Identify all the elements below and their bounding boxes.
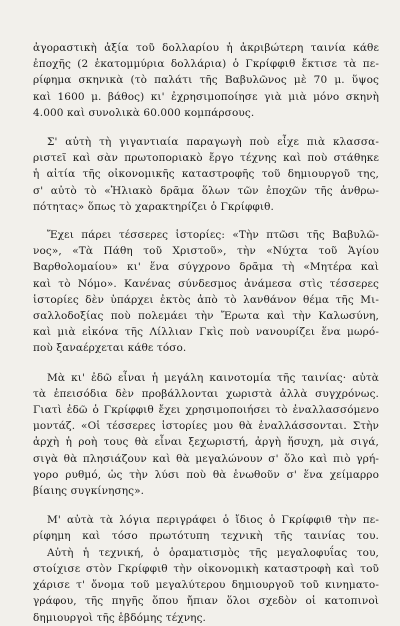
text-line: καὶ τὸ Νόμο». Κανένας σύνδεσμος ἀνάμεσα στὶς τέσσερες bbox=[33, 277, 379, 290]
text-line: τὰ ἐπεισόδια δὲν προβάλλονται χωριστὰ ἀλλὰ συγχρόνως. bbox=[33, 387, 379, 400]
text-line: σιγὰ θὰ πλησιάζουν καὶ θὰ μεγαλώνουν σ' ὅλο καὶ πιὸ γρή- bbox=[33, 452, 379, 465]
paragraph-1 bbox=[33, 40, 379, 121]
text-line: Μ' αὐτὰ τὰ λόγια περιγράφει ὁ ἴδιος ὁ Γκρίφφιθ τὴν πε- bbox=[47, 514, 379, 527]
text-line: Σ' αὐτὴ τὴ γιγαντιαία παραγωγὴ ποὺ εἶχε πιὰ κλασσα- bbox=[47, 136, 379, 149]
text-line: Γιατὶ ἐδῶ ὁ Γκρίφφιθ ἔχει χρησιμοποιήσει τὸ ἐναλλασσόμενο bbox=[33, 404, 379, 417]
text-line: καὶ μιὰ εἰκόνα τῆς Λίλλιαν Γκὶς ποὺ νανουρίζει ἕνα μωρό- bbox=[33, 326, 379, 339]
text-line: ἱστορίες δὲν ὑπάρχει ἐκτὸς ἀπὸ τὸ λανθάνον θέμα τῆς Μι- bbox=[33, 293, 379, 306]
text-line: Βαρθολομαίου» κι' ἕνα σύγχρονο δρᾶμα τὴ «Μητέρα καὶ bbox=[33, 261, 379, 274]
text-line: 4.000 καὶ συνολικὰ 60.000 κομπάρσους. bbox=[33, 106, 255, 119]
text-line: μοντάζ. «Οἱ τέσσερες ἱστορίες μου θὰ ἐναλλάσσονται. Στὴν bbox=[33, 420, 379, 433]
text-line: γράφου, τῆς πηγῆς ὅπου ἤπιαν ὅλοι σχεδὸν οἱ κατοπινοὶ bbox=[33, 595, 379, 608]
text-line: ποὺ ξαναέρχεται κάθε τόσο. bbox=[33, 342, 187, 355]
text-line: ἐποχῆς (2 ἑκατομμύρια δολλάρια) ὁ Γκρίφφιθ ἔκτισε τὰ πε- bbox=[33, 58, 379, 71]
text-line: χάρισε τ' ὄνομα τοῦ μεγαλύτερου δημιουργοῦ τοῦ κινηματο- bbox=[33, 579, 379, 592]
text-line: στοίχισε στὸν Γκρίφφιθ τὴν οἰκονομικὴ καταστροφὴ καὶ τοῦ bbox=[33, 562, 379, 575]
text-line: γορο ρυθμό, ὡς τὴν λύσι ποὺ θὰ ἑνωθοῦν σ' ἕνα χείμαρρο bbox=[33, 468, 379, 481]
text-line: ρίφημη καὶ τόσο πρωτότυπη τεχνικὴ τῆς ταινίας του. bbox=[33, 530, 379, 543]
text-line: πότητας» ὅπως τὸ χαρακτηρίζει ὁ Γκρίφφιθ. bbox=[33, 200, 274, 213]
text-line: Ἔχει πάρει τέσσερες ἱστορίες: «Τὴν πτῶσι τῆς Βαβυλῶ- bbox=[47, 229, 379, 242]
text-line: καὶ 1600 μ. βάθος) κι' ἐχρησιμοποίησε γιὰ μιὰ μόνο σκηνὴ bbox=[33, 90, 379, 103]
text-line: Μὰ κι' ἐδῶ εἶναι ἡ μεγάλη καινοτομία τῆς ταινίας· αὐτὰ bbox=[47, 371, 379, 384]
text-line: σαλλοδοξίας ποὺ πολεμάει τὴν Ἔρωτα καὶ τὴν Καλωσύνη, bbox=[33, 310, 379, 323]
paragraph-5 bbox=[33, 512, 379, 625]
paragraph-3 bbox=[33, 227, 379, 357]
text-line: ρίφημα σκηνικὰ (τὸ παλάτι τῆς Βαβυλῶνος μὲ 70 μ. ὕψος bbox=[33, 74, 379, 87]
text-line: ριστεῖ καὶ σὰν πρωτοποριακὸ ἔργο τέχνης καὶ ποὺ στάθηκε bbox=[33, 152, 379, 165]
text-line: ἀγοραστικὴ ἀξία τοῦ δολλαρίου ἡ ἀκριβώτερη ταινία κάθε bbox=[33, 42, 379, 54]
text-line: σ' αὐτὸ τὸ «Ἠλιακὸ δρᾶμα ὅλων τῶν ἐποχῶν τῆς ἀνθρω- bbox=[33, 184, 379, 197]
text-line: δημιουργοὶ τῆς ἑβδόμης τέχνης. bbox=[33, 611, 206, 624]
paragraph-2 bbox=[33, 134, 379, 215]
text-line: Αὐτὴ ἡ τεχνική, ὁ ὁραματισμὸς τῆς μεγαλοφυΐας του, bbox=[47, 546, 379, 559]
text-line: ἡ αἰτία τῆς οἰκονομικῆς καταστροφῆς τοῦ δημιουργοῦ της, bbox=[33, 168, 379, 181]
text-line: νος», «Τὰ Πάθη τοῦ Χριστοῦ», τὴν «Νύχτα τοῦ Ἁγίου bbox=[33, 245, 379, 258]
paragraph-4 bbox=[33, 370, 379, 500]
text-line: βίαιης συγκίνησης». bbox=[33, 485, 145, 498]
text-line: ἀρχὴ ἡ ροὴ τους θὰ εἶναι ξεχωριστή, ἀργὴ ἥσυχη, μὰ σιγά, bbox=[33, 436, 379, 449]
